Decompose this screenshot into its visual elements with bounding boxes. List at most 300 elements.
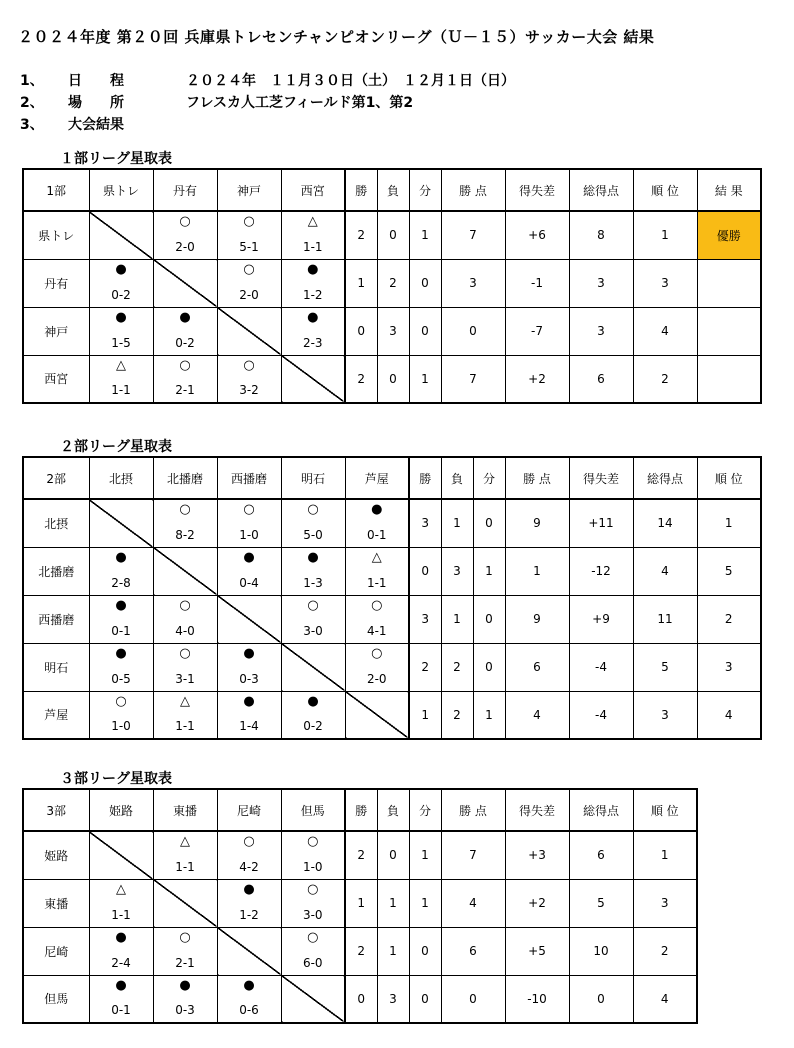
match-score: 0-5 xyxy=(111,671,131,686)
info-label: 場 所 xyxy=(68,95,124,111)
stat-cell: 0 xyxy=(345,307,377,355)
stat-cell: 7 xyxy=(441,211,505,259)
match-score: 1-0 xyxy=(111,719,131,733)
stat-cell: 3 xyxy=(633,691,697,739)
match-result-symbol: ○ xyxy=(307,502,319,517)
info-label: 日 程 xyxy=(68,73,124,89)
stat-cell: +11 xyxy=(569,499,633,547)
stat-cell: 1 xyxy=(697,499,761,547)
match-score: 2-8 xyxy=(111,575,131,590)
match-score: 1-1 xyxy=(302,239,323,254)
match-score: 3-0 xyxy=(302,907,323,922)
team-row-name: 芦屋 xyxy=(23,691,89,739)
match-result-symbol: △ xyxy=(371,549,382,565)
match-result-symbol: ○ xyxy=(243,834,255,849)
stat-column-header: 負 xyxy=(441,457,473,499)
info-label: 大会結果 xyxy=(68,117,124,133)
stat-cell: 6 xyxy=(569,831,633,879)
info-value: ２０２４年 １１月３０日（土） １２月１日（日） xyxy=(186,73,515,89)
match-score: 1-1 xyxy=(111,907,131,922)
match-score: 0-2 xyxy=(175,335,195,350)
stat-cell: 0 xyxy=(409,975,441,1023)
stat-cell: 1 xyxy=(409,831,441,879)
table-row xyxy=(23,499,761,547)
page-title: ２０２４年度 第２０回 兵庫県トレセンチャンピオンリーグ（Ｕ－１５）サッカー大会 結果 xyxy=(18,28,655,46)
stat-cell: 1 xyxy=(345,259,377,307)
match-cell xyxy=(281,691,345,739)
stat-cell: 5 xyxy=(697,547,761,595)
league2-table xyxy=(22,456,762,740)
stat-cell: 0 xyxy=(473,499,505,547)
stat-cell: 4 xyxy=(633,975,697,1023)
match-score: 3-1 xyxy=(175,671,195,686)
self-match-cell xyxy=(89,831,153,879)
stat-cell: 4 xyxy=(697,691,761,739)
stat-cell: 1 xyxy=(473,691,505,739)
match-score: 0-2 xyxy=(111,287,131,302)
team-column-header: 丹有 xyxy=(153,169,217,211)
match-result-symbol: ● xyxy=(115,597,127,613)
match-cell xyxy=(217,975,281,1023)
self-match-cell xyxy=(89,211,153,259)
match-cell xyxy=(217,355,281,403)
table-row xyxy=(23,643,761,691)
match-score: 1-3 xyxy=(303,575,323,590)
stat-cell: +9 xyxy=(569,595,633,643)
match-result-symbol: ● xyxy=(179,309,191,325)
match-cell xyxy=(89,643,153,691)
stat-cell: 2 xyxy=(441,691,473,739)
stat-cell: 5 xyxy=(633,643,697,691)
match-result-symbol: ● xyxy=(115,977,127,993)
match-result-symbol: ○ xyxy=(243,261,255,277)
stat-cell: 0 xyxy=(409,547,441,595)
match-score: 1-1 xyxy=(111,383,131,397)
stat-cell: 4 xyxy=(633,547,697,595)
stat-cell: 3 xyxy=(441,547,473,595)
match-result-symbol: ○ xyxy=(179,502,191,517)
match-result-symbol: ○ xyxy=(307,929,319,945)
stat-column-header: 順 位 xyxy=(697,457,761,499)
match-cell xyxy=(89,691,153,739)
self-match-cell xyxy=(153,547,217,595)
team-row-name: 北摂 xyxy=(23,499,89,547)
team-column-header: 西播磨 xyxy=(217,457,281,499)
match-score: 0-4 xyxy=(239,575,259,590)
match-result-symbol: △ xyxy=(116,357,126,373)
stat-cell: 10 xyxy=(569,927,633,975)
info-row-venue xyxy=(20,92,413,112)
stat-column-header: 総得点 xyxy=(569,169,633,211)
table-row xyxy=(23,831,697,879)
stat-column-header: 勝 xyxy=(409,457,441,499)
match-cell xyxy=(89,975,153,1023)
stat-column-header: 総得点 xyxy=(569,789,633,831)
match-cell xyxy=(89,595,153,643)
stat-cell: 2 xyxy=(409,643,441,691)
match-result-symbol: ● xyxy=(243,977,255,993)
stat-cell: 0 xyxy=(441,975,505,1023)
team-column-header: 明石 xyxy=(281,457,345,499)
match-result-symbol: ○ xyxy=(179,597,191,613)
stat-cell: 2 xyxy=(345,355,377,403)
stat-cell: -10 xyxy=(505,975,569,1023)
team-column-header: 北播磨 xyxy=(153,457,217,499)
team-row-name: 尼崎 xyxy=(23,927,89,975)
match-cell xyxy=(89,355,153,403)
self-match-cell xyxy=(217,307,281,355)
team-column-header: 尼崎 xyxy=(217,789,281,831)
match-score: 4-1 xyxy=(366,623,387,638)
match-score: 2-0 xyxy=(175,239,195,254)
stat-cell: 6 xyxy=(569,355,633,403)
match-score: 5-1 xyxy=(239,239,259,254)
stat-cell: 1 xyxy=(409,211,441,259)
match-score: 5-0 xyxy=(303,527,323,542)
stat-cell: 3 xyxy=(409,499,441,547)
stat-cell: 2 xyxy=(345,831,377,879)
header-row xyxy=(23,457,761,499)
stat-cell: 0 xyxy=(473,595,505,643)
match-score: 2-1 xyxy=(175,955,195,970)
team-column-header: 但馬 xyxy=(281,789,345,831)
stat-cell: 0 xyxy=(409,927,441,975)
match-result-symbol: ● xyxy=(115,645,127,661)
stat-cell: 0 xyxy=(377,831,409,879)
stat-cell: 1 xyxy=(473,547,505,595)
stat-cell: 1 xyxy=(409,355,441,403)
stat-column-header: 勝 点 xyxy=(441,169,505,211)
stat-cell: -4 xyxy=(569,643,633,691)
stat-column-header: 負 xyxy=(377,789,409,831)
team-column-header: 神戸 xyxy=(217,169,281,211)
match-score: 1-1 xyxy=(366,575,387,590)
info-number: 1、 xyxy=(20,73,44,89)
stat-cell: 1 xyxy=(633,211,697,259)
stat-cell: 1 xyxy=(377,879,409,927)
stat-cell: 4 xyxy=(441,879,505,927)
self-match-cell xyxy=(217,927,281,975)
match-result-symbol: ● xyxy=(243,645,255,661)
match-result-symbol: ○ xyxy=(243,357,255,373)
team-column-header: 県トレ xyxy=(89,169,153,211)
stat-cell: 3 xyxy=(377,975,409,1023)
match-result-symbol: △ xyxy=(307,214,318,229)
team-row-name: 東播 xyxy=(23,879,89,927)
league1-table xyxy=(22,168,762,404)
table-row xyxy=(23,691,761,739)
match-score: 1-4 xyxy=(239,719,259,733)
team-row-name: 北播磨 xyxy=(23,547,89,595)
stat-cell: 1 xyxy=(409,879,441,927)
match-cell xyxy=(345,595,409,643)
stat-cell: 4 xyxy=(633,307,697,355)
stat-cell: 0 xyxy=(473,643,505,691)
match-cell xyxy=(281,499,345,547)
match-cell xyxy=(217,499,281,547)
match-score: 3-2 xyxy=(239,383,259,397)
stat-column-header: 順 位 xyxy=(633,789,697,831)
match-cell xyxy=(217,211,281,259)
stat-cell: 1 xyxy=(377,927,409,975)
table-row xyxy=(23,879,697,927)
stat-cell: +6 xyxy=(505,211,569,259)
stat-cell: 0 xyxy=(409,307,441,355)
result-cell xyxy=(697,355,761,403)
stat-cell: 6 xyxy=(505,643,569,691)
table-row xyxy=(23,975,697,1023)
result-cell xyxy=(697,307,761,355)
stat-cell: 1 xyxy=(505,547,569,595)
stat-cell: +2 xyxy=(505,355,569,403)
match-score: 1-5 xyxy=(111,335,131,350)
match-result-symbol: ● xyxy=(179,977,191,993)
table-row xyxy=(23,355,761,403)
stat-cell: 2 xyxy=(633,927,697,975)
match-result-symbol: ○ xyxy=(243,214,255,229)
stat-cell: +5 xyxy=(505,927,569,975)
self-match-cell xyxy=(89,499,153,547)
stat-cell: 14 xyxy=(633,499,697,547)
table-row xyxy=(23,307,761,355)
team-column-header: 西宮 xyxy=(281,169,345,211)
table-row xyxy=(23,927,697,975)
match-score: 0-1 xyxy=(366,527,387,542)
match-result-symbol: ○ xyxy=(371,597,383,613)
stat-cell: 1 xyxy=(633,831,697,879)
match-cell xyxy=(281,927,345,975)
stat-cell: 1 xyxy=(441,499,473,547)
header-row xyxy=(23,789,697,831)
team-column-header: 東播 xyxy=(153,789,217,831)
match-result-symbol: △ xyxy=(116,881,126,897)
corner-label: 1部 xyxy=(23,169,89,211)
match-result-symbol: ● xyxy=(115,309,127,325)
stat-cell: 2 xyxy=(441,643,473,691)
stat-column-header: 結 果 xyxy=(697,169,761,211)
match-cell xyxy=(217,691,281,739)
stat-column-header: 得失差 xyxy=(505,169,569,211)
match-score: 2-1 xyxy=(175,383,195,397)
corner-label: 2部 xyxy=(23,457,89,499)
match-score: 1-0 xyxy=(239,527,259,542)
stat-column-header: 勝 点 xyxy=(505,457,569,499)
match-score: 1-2 xyxy=(302,287,323,302)
match-cell xyxy=(281,259,345,307)
stat-column-header: 順 位 xyxy=(633,169,697,211)
match-score: 2-4 xyxy=(111,955,131,970)
match-cell xyxy=(345,547,409,595)
match-result-symbol: ● xyxy=(307,693,319,709)
match-result-symbol: ● xyxy=(307,309,319,325)
stat-cell: 9 xyxy=(505,595,569,643)
match-cell xyxy=(345,499,409,547)
team-row-name: 西播磨 xyxy=(23,595,89,643)
match-cell xyxy=(217,547,281,595)
stat-cell: 4 xyxy=(505,691,569,739)
stat-cell: 0 xyxy=(377,211,409,259)
info-row-results xyxy=(20,114,186,134)
match-cell xyxy=(217,259,281,307)
stat-cell: 6 xyxy=(441,927,505,975)
stat-cell: 3 xyxy=(633,879,697,927)
match-score: 1-2 xyxy=(239,907,259,922)
stat-cell: +3 xyxy=(505,831,569,879)
stat-cell: 3 xyxy=(441,259,505,307)
match-cell xyxy=(89,307,153,355)
info-number: 3、 xyxy=(20,117,44,133)
team-row-name: 丹有 xyxy=(23,259,89,307)
team-row-name: 明石 xyxy=(23,643,89,691)
match-cell xyxy=(153,211,217,259)
stat-cell: 2 xyxy=(377,259,409,307)
stat-cell: 3 xyxy=(569,259,633,307)
stat-cell: 3 xyxy=(409,595,441,643)
match-result-symbol: ○ xyxy=(179,929,191,945)
self-match-cell xyxy=(345,691,409,739)
match-result-symbol: ○ xyxy=(243,502,255,517)
match-cell xyxy=(153,975,217,1023)
match-score: 1-1 xyxy=(175,859,195,874)
match-score: 4-2 xyxy=(239,859,259,874)
match-result-symbol: ○ xyxy=(115,693,127,709)
match-score: 1-1 xyxy=(175,719,195,733)
header-row xyxy=(23,169,761,211)
match-cell xyxy=(153,927,217,975)
match-result-symbol: ○ xyxy=(307,881,319,897)
match-result-symbol: ● xyxy=(307,261,319,277)
match-score: 1-0 xyxy=(302,859,323,874)
stat-cell: 0 xyxy=(409,259,441,307)
info-number: 2、 xyxy=(20,95,44,111)
stat-column-header: 分 xyxy=(409,169,441,211)
match-cell xyxy=(89,879,153,927)
result-cell xyxy=(697,259,761,307)
self-match-cell xyxy=(153,259,217,307)
stat-cell: -12 xyxy=(569,547,633,595)
league2-title: ２部リーグ星取表 xyxy=(60,439,172,455)
self-match-cell xyxy=(281,975,345,1023)
corner-label: 3部 xyxy=(23,789,89,831)
stat-cell: 11 xyxy=(633,595,697,643)
match-result-symbol: ○ xyxy=(307,597,319,613)
match-score: 3-0 xyxy=(303,623,323,638)
match-result-symbol: ● xyxy=(115,929,127,945)
match-cell xyxy=(217,643,281,691)
table-row xyxy=(23,211,761,259)
match-cell xyxy=(153,595,217,643)
stat-column-header: 総得点 xyxy=(633,457,697,499)
stat-cell: 0 xyxy=(441,307,505,355)
league3-table xyxy=(22,788,698,1024)
match-cell xyxy=(281,211,345,259)
team-column-header: 北摂 xyxy=(89,457,153,499)
match-cell xyxy=(217,831,281,879)
match-result-symbol: ● xyxy=(243,693,255,709)
stat-column-header: 勝 点 xyxy=(441,789,505,831)
match-cell xyxy=(153,499,217,547)
stat-column-header: 勝 xyxy=(345,789,377,831)
stat-cell: 2 xyxy=(345,927,377,975)
stat-cell: 3 xyxy=(633,259,697,307)
stat-cell: -4 xyxy=(569,691,633,739)
match-result-symbol: ● xyxy=(115,549,127,565)
match-cell xyxy=(89,927,153,975)
match-result-symbol: ○ xyxy=(307,834,319,849)
league1-title: １部リーグ星取表 xyxy=(60,151,172,167)
self-match-cell xyxy=(217,595,281,643)
team-row-name: 姫路 xyxy=(23,831,89,879)
match-result-symbol: ● xyxy=(243,881,255,897)
match-result-symbol: ● xyxy=(371,502,383,517)
stat-cell: 2 xyxy=(633,355,697,403)
stat-cell: 1 xyxy=(409,691,441,739)
match-cell xyxy=(281,595,345,643)
table-row xyxy=(23,259,761,307)
stat-cell: 1 xyxy=(441,595,473,643)
match-score: 0-6 xyxy=(239,1003,259,1017)
stat-column-header: 勝 xyxy=(345,169,377,211)
stat-cell: 2 xyxy=(697,595,761,643)
match-result-symbol: △ xyxy=(180,693,190,709)
stat-cell: 7 xyxy=(441,831,505,879)
match-score: 0-2 xyxy=(303,719,323,733)
match-result-symbol: △ xyxy=(180,834,190,849)
match-cell xyxy=(89,259,153,307)
stat-cell: -1 xyxy=(505,259,569,307)
self-match-cell xyxy=(281,643,345,691)
match-cell xyxy=(153,355,217,403)
match-score: 4-0 xyxy=(175,623,195,638)
stat-cell: 9 xyxy=(505,499,569,547)
info-row-schedule xyxy=(20,70,515,90)
stat-cell: 3 xyxy=(569,307,633,355)
match-result-symbol: ○ xyxy=(179,357,191,373)
match-result-symbol: ○ xyxy=(371,645,383,661)
stat-cell: 0 xyxy=(345,975,377,1023)
info-value: フレスカ人工芝フィールド第1、第2 xyxy=(186,95,414,111)
stat-column-header: 分 xyxy=(473,457,505,499)
match-score: 0-1 xyxy=(111,1003,131,1017)
match-cell xyxy=(345,643,409,691)
match-score: 2-0 xyxy=(239,287,259,302)
match-cell xyxy=(281,831,345,879)
stat-column-header: 負 xyxy=(377,169,409,211)
stat-column-header: 分 xyxy=(409,789,441,831)
stat-cell: 3 xyxy=(377,307,409,355)
match-score: 2-0 xyxy=(366,671,387,686)
match-result-symbol: ● xyxy=(243,549,255,565)
table-row xyxy=(23,595,761,643)
match-cell xyxy=(153,643,217,691)
match-result-symbol: ○ xyxy=(179,645,191,661)
stat-cell: -7 xyxy=(505,307,569,355)
result-cell: 優勝 xyxy=(697,211,761,259)
team-row-name: 神戸 xyxy=(23,307,89,355)
stat-cell: 8 xyxy=(569,211,633,259)
team-row-name: 但馬 xyxy=(23,975,89,1023)
team-row-name: 西宮 xyxy=(23,355,89,403)
match-score: 0-3 xyxy=(175,1003,195,1017)
stat-cell: 2 xyxy=(345,211,377,259)
match-cell xyxy=(153,831,217,879)
stat-cell: 0 xyxy=(569,975,633,1023)
match-cell xyxy=(153,307,217,355)
match-score: 8-2 xyxy=(175,527,195,542)
team-column-header: 芦屋 xyxy=(345,457,409,499)
stat-cell: +2 xyxy=(505,879,569,927)
match-cell xyxy=(281,879,345,927)
